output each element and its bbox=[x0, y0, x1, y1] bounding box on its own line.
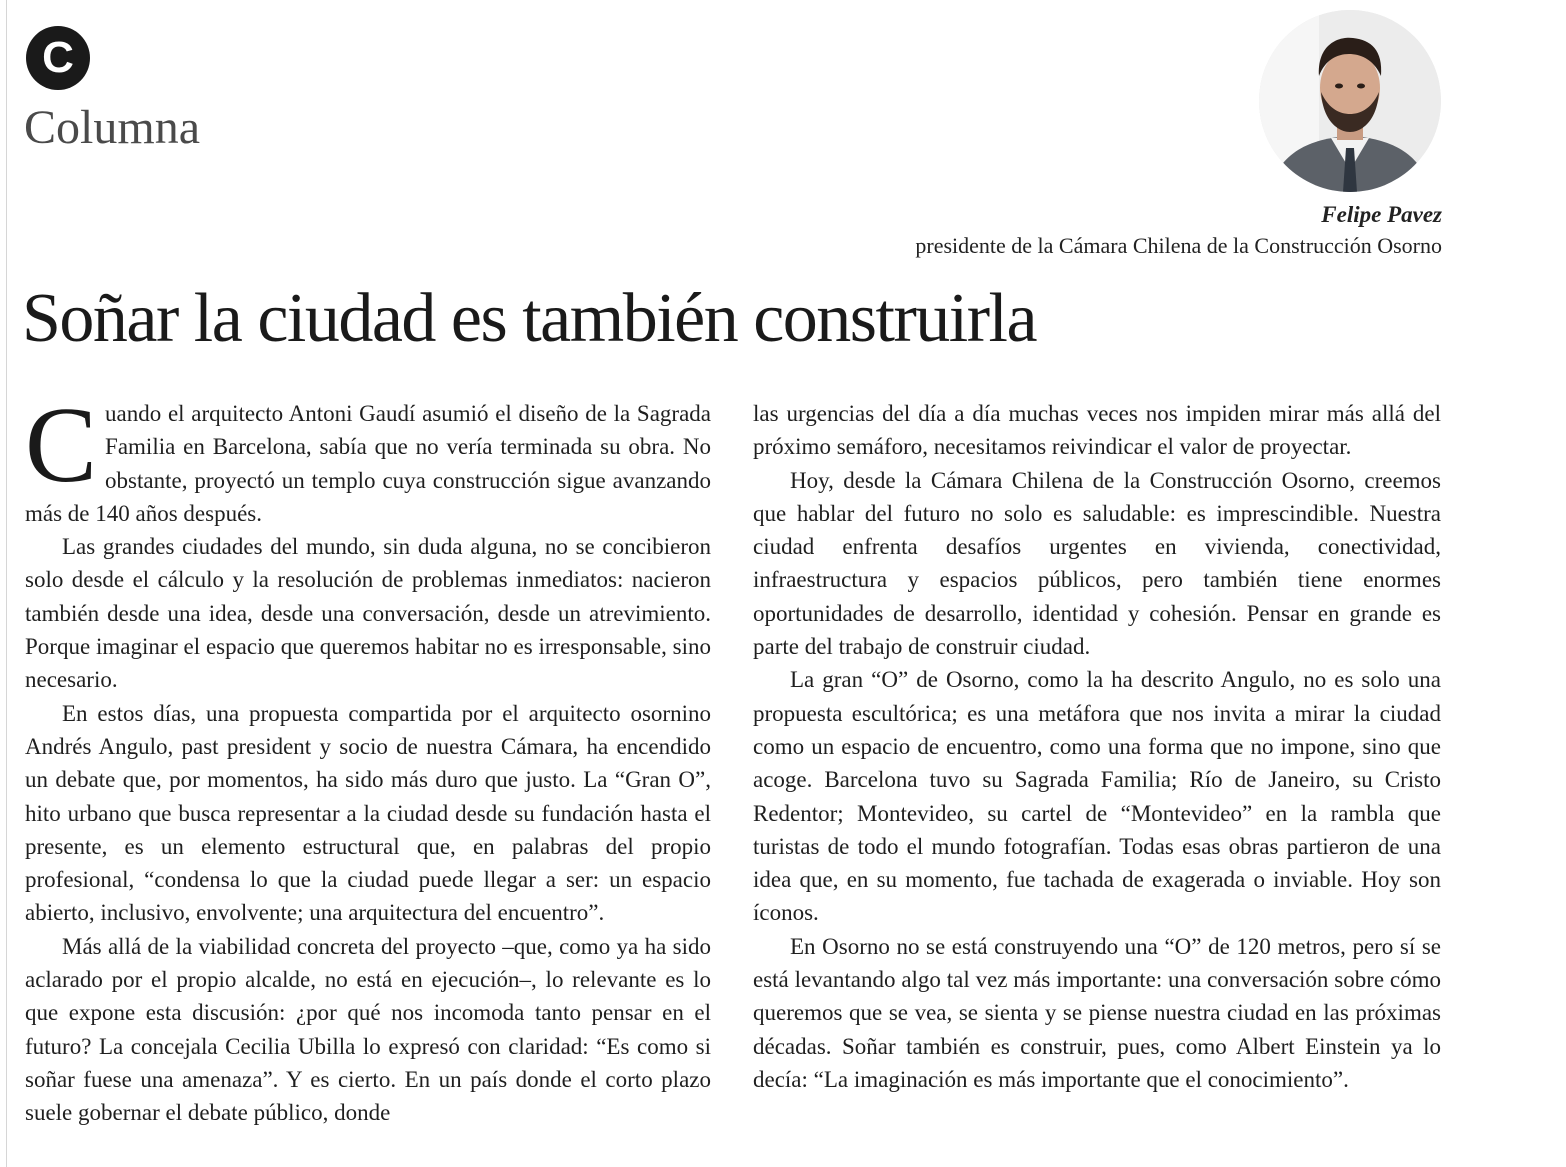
paragraph: las urgencias del día a día muchas veces nos impiden mirar más allá del próximo semáforo, necesitamos reivindicar el valor de proyectar. bbox=[753, 401, 1441, 460]
paragraph: La gran “O” de Osorno, como la ha descrito Angulo, no es solo una propuesta escultórica; es una metáfora que nos invita a mirar la ciudad como un espacio de encuentro, como una forma que no impone, sino que acoge. Barcelona tuvo su Sagrada Familia; Río de Janeiro, su Cristo Redentor; Montevideo, su cartel de “Montevideo” en la rambla que turistas de todo el mundo fotografían. Todas esas obras partieron de una idea que, en su momento, fue tachada de exagerada o inviable. Hoy son íconos. bbox=[753, 667, 1441, 926]
author-photo bbox=[1259, 10, 1441, 192]
article-column-left bbox=[25, 386, 711, 1130]
paragraph: Hoy, desde la Cámara Chilena de la Construcción Osorno, creemos que hablar del futuro no solo es saludable: es imprescindible. Nuestra ciudad enfrenta desafíos urgentes en vivienda, conectividad, infraestructura y espacios públicos, pero también tiene enormes oportunidades de desarrollo, identidad y cohesión. Pensar en grande es parte del trabajo de construir ciudad. bbox=[753, 467, 1441, 660]
paragraph bbox=[25, 386, 711, 530]
headline: Soñar la ciudad es también construirla bbox=[22, 280, 1037, 357]
paragraph: Las grandes ciudades del mundo, sin duda alguna, no se concibieron solo desde el cálculo y la resolución de problemas inmediatos: nacieron también desde una idea, desde una conversación, desde un atrevimiento. Porque imaginar el espacio que queremos habitar no es irresponsable, sino necesario. bbox=[25, 534, 711, 693]
paragraph: En Osorno no se está construyendo una “O” de 120 metros, pero sí se está levantando algo tal vez más importante: una conversación sobre cómo queremos que se vea, se sienta y se piense nuestra ciudad en las próximas décadas. Soñar también es construir, pues, como Albert Einstein ya lo decía: “La imaginación es más importante que el conocimiento”. bbox=[753, 933, 1441, 1092]
section-label: Columna bbox=[24, 101, 200, 154]
author-role: presidente de la Cámara Chilena de la Construcción Osorno bbox=[915, 233, 1442, 258]
paragraph: En estos días, una propuesta compartida por el arquitecto osornino Andrés Angulo, past president y socio de nuestra Cámara, ha encendido un debate que, por momentos, ha sido más duro que justo. La “Gran O”, hito urbano que busca representar a la ciudad desde su fundación hasta el presente, es un elemento estructural que, en palabras del propio profesional, “condensa lo que la ciudad puede llegar a ser: un espacio abierto, inclusivo, envolvente; una arquitectura del encuentro”. bbox=[25, 700, 711, 926]
paragraph: Más allá de la viabilidad concreta del proyecto –que, como ya ha sido aclarado por el propio alcalde, no está en ejecución–, lo relevante es lo que expone esta discusión: ¿por qué nos incomoda tanto pensar en el futuro? La concejala Cecilia Ubilla lo expresó con claridad: “Es como si soñar fuese una amenaza”. Y es cierto. En un país donde el corto plazo suele gobernar el debate público, donde bbox=[25, 933, 711, 1126]
column-badge-letter: C bbox=[42, 33, 74, 82]
column-badge bbox=[26, 26, 90, 90]
page-edge-rule bbox=[6, 0, 7, 1167]
paragraph-text: uando el arquitecto Antoni Gaudí asumió el diseño de la Sagrada Familia en Barcelona, sabía que no vería terminada su obra. No obstante, proyectó un templo cuya construcción sigue avanzando más de 140 años después. bbox=[25, 401, 711, 526]
drop-cap: C bbox=[25, 386, 98, 505]
author-name: Felipe Pavez bbox=[1321, 202, 1442, 227]
article-column-right bbox=[753, 397, 1441, 1096]
